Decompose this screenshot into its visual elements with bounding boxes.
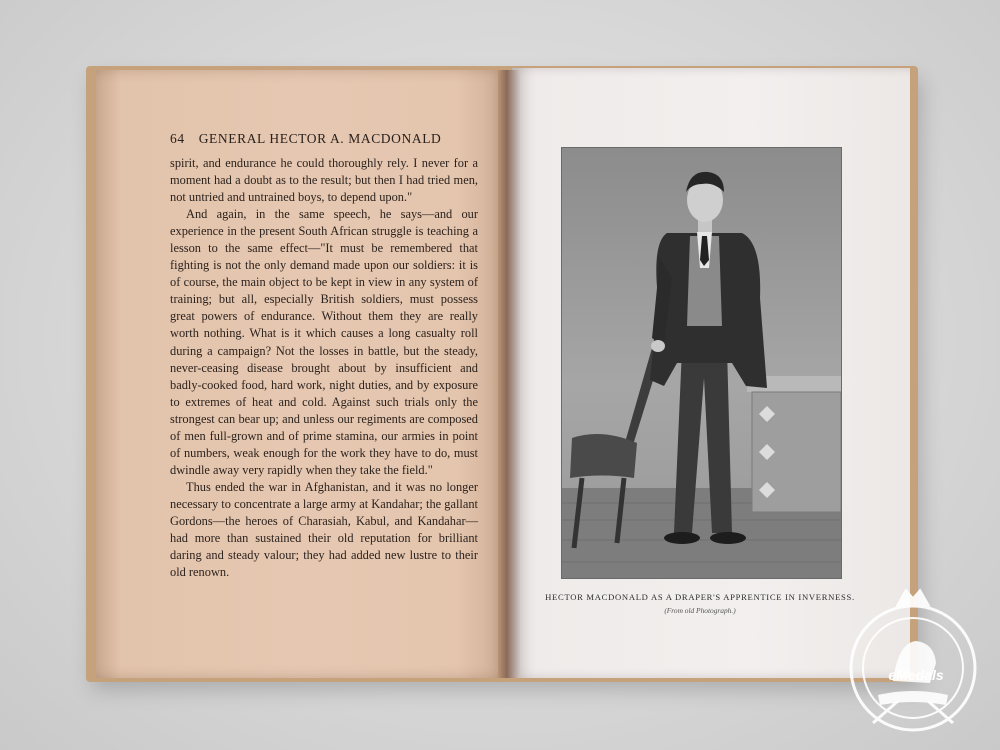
- emedals-brand: eMedals: [888, 667, 944, 683]
- photo-subcaption: (From old Photograph.): [664, 606, 736, 615]
- portrait-illustration: [562, 148, 841, 578]
- left-page-body: [170, 155, 478, 581]
- paragraph-3: Thus ended the war in Afghanistan, and it was no longer necessary to concentrate a large army at Kandahar; the gallant Gordons—the heroes of Charasiah, Kabul, and Kandahar—had more than sustained their old reputation for brilliant daring and steady valour; they had added new lustre to their old renown.: [170, 479, 478, 580]
- book-gutter: [498, 70, 520, 678]
- page-number: 64: [170, 131, 185, 146]
- paragraph-1: spirit, and endurance he could thoroughly rely. I never for a moment had a doubt as to the result; but then I had tried men, not untried and untrained boys, to depend upon.": [170, 156, 478, 205]
- book-title-header: GENERAL HECTOR A. MACDONALD: [198, 131, 442, 146]
- photo-caption: HECTOR MACDONALD AS A DRAPER'S APPRENTICE IN INVERNESS.: [545, 592, 855, 602]
- portrait-photograph: [561, 147, 842, 579]
- running-head: [170, 131, 470, 147]
- paragraph-2: And again, in the same speech, he says—and our experience in the present South African struggle is teaching a lesson to the same effect—"It must be remembered that fighting is not the only demand made upon our soldiers: it is of course, the main object to be kept in view in any system of training; but all, especially British soldiers, must possess great powers of endurance. Without them they are really worth nothing. What is it which causes a long casualty roll during a campaign? Not the losses in battle, but the steady, never-ceasing disease brought about by insufficient and badly-cooked food, hard work, night duties, and by exposure to extremes of heat and cold. Against such trials only the strongest can bear up; and unless our regiments are composed of men full-grown and of prime stamina, our armies in point of numbers, weak enough for the work they have to do, must dwindle away very rapidly when they take the field.": [170, 207, 478, 477]
- emedals-watermark-seal: [838, 583, 988, 738]
